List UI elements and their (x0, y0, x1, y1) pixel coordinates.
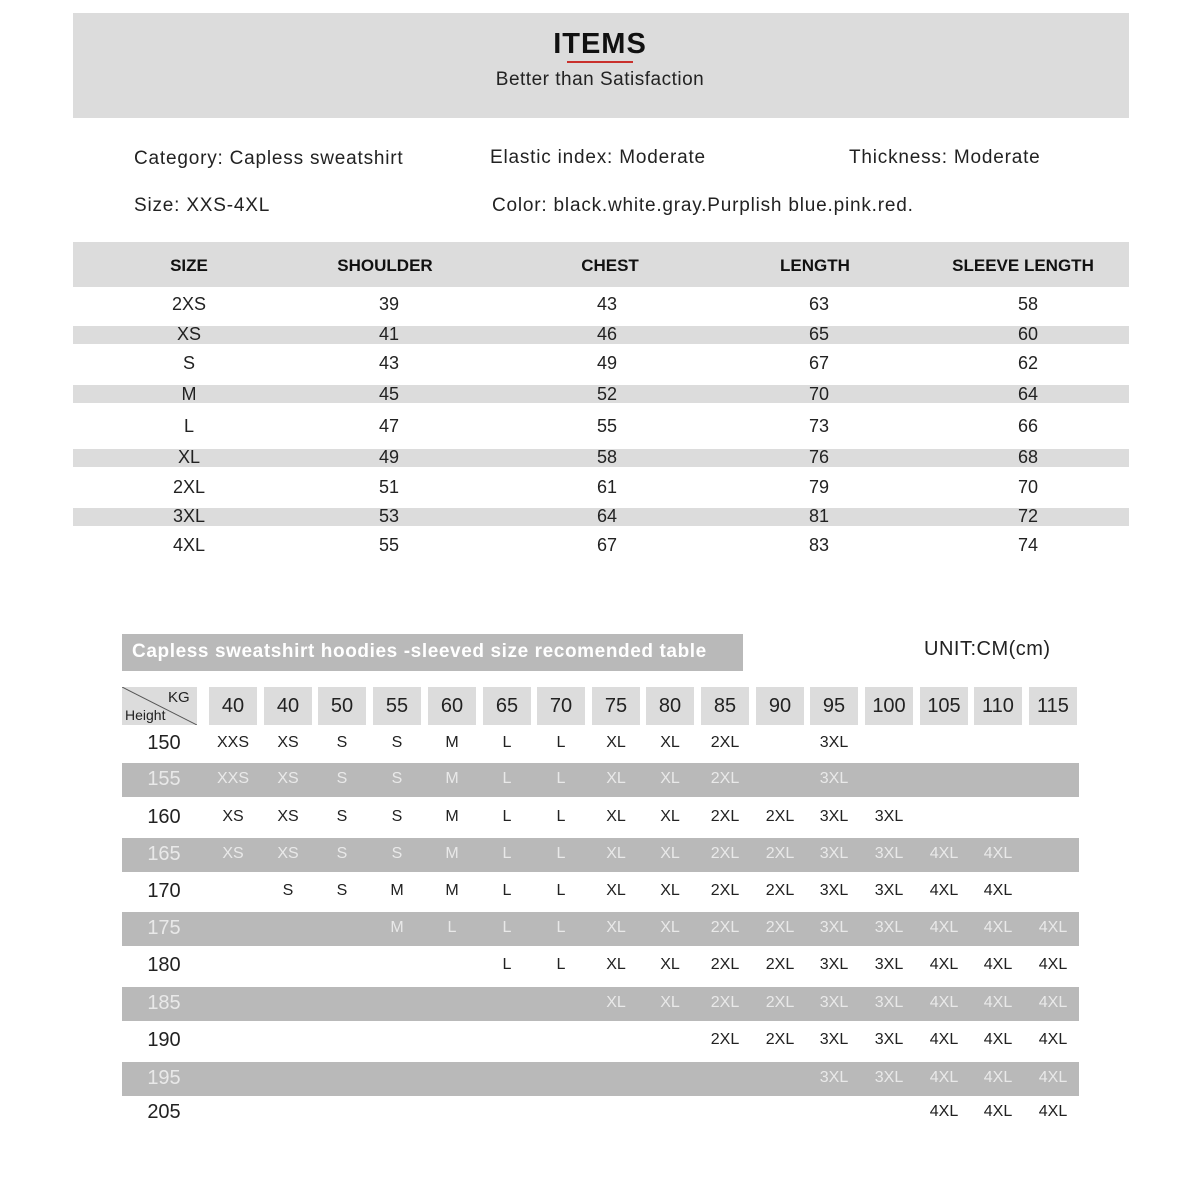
size-table-cell: 55 (378, 535, 400, 555)
size-recommendation-cell: XL (660, 994, 680, 1011)
size-recommendation-cell: XL (606, 994, 626, 1011)
size-recommendation-cell: 2XL (765, 808, 795, 825)
size-table-cell: 49 (596, 353, 618, 373)
size-table-cell: 55 (596, 416, 618, 436)
col-header-length: LENGTH (780, 256, 850, 275)
size-recommendation-cell: XL (660, 956, 680, 973)
size-table-cell: 66 (1017, 416, 1039, 436)
size-recommendation-cell: XL (606, 919, 626, 936)
size-recommendation-cell: XL (660, 734, 680, 751)
size-recommendation-cell: 3XL (874, 845, 904, 862)
height-label: 205 (147, 1101, 181, 1123)
size-recommendation-cell: S (391, 845, 403, 862)
size-table-cell: M (181, 384, 197, 404)
kg-header-cell: 40 (264, 687, 312, 725)
size-recommendation-cell: L (556, 845, 566, 862)
size-recommendation-cell: M (390, 882, 404, 899)
size-recommendation-cell: 3XL (819, 919, 849, 936)
size-recommendation-cell: 4XL (983, 1031, 1013, 1048)
corner-cell (122, 687, 197, 725)
size-recommendation-cell: 2XL (710, 882, 740, 899)
height-label: 165 (147, 843, 181, 865)
size-table-cell: 74 (1017, 535, 1039, 555)
page-title: ITEMS (553, 28, 647, 60)
size-recommendation-cell: 4XL (1038, 956, 1068, 973)
size-recommendation-cell: 2XL (710, 919, 740, 936)
size-recommendation-cell: XL (660, 845, 680, 862)
size-recommendation-cell: 3XL (874, 1069, 904, 1086)
size-recommendation-cell: L (556, 734, 566, 751)
size-recommendation-cell: XL (606, 734, 626, 751)
size-recommendation-cell: 2XL (710, 1031, 740, 1048)
height-label: 160 (147, 806, 181, 828)
kg-header-cell: 55 (373, 687, 421, 725)
size-table-cell: S (182, 353, 195, 373)
size-recommendation-cell: 4XL (1038, 919, 1068, 936)
size-recommendation-cell: 4XL (929, 956, 959, 973)
info-elastic: Elastic index: Moderate (490, 147, 706, 168)
size-recommendation-cell: S (336, 882, 348, 899)
col-header-chest: CHEST (581, 256, 639, 275)
size-recommendation-cell: 4XL (983, 956, 1013, 973)
info-thickness: Thickness: Moderate (849, 147, 1041, 168)
size-table-cell: 45 (378, 384, 400, 404)
size-recommendation-cell: L (502, 770, 512, 787)
size-table-cell: 43 (596, 294, 618, 314)
size-recommendation-cell: XL (606, 882, 626, 899)
size-table-cell: 65 (808, 324, 830, 344)
size-table-cell: 2XL (172, 477, 206, 497)
size-recommendation-cell: 3XL (874, 956, 904, 973)
size-recommendation-cell: 4XL (1038, 1069, 1068, 1086)
kg-header-cell: 40 (209, 687, 257, 725)
size-recommendation-cell: M (445, 808, 459, 825)
size-table-cell: 58 (1017, 294, 1039, 314)
size-recommendation-cell: 2XL (765, 1031, 795, 1048)
size-recommendation-cell: 4XL (929, 994, 959, 1011)
size-table-cell: XL (177, 447, 201, 467)
size-recommendation-cell: S (336, 734, 348, 751)
size-table-cell: 58 (596, 447, 618, 467)
size-recommendation-cell: XS (277, 734, 299, 751)
size-recommendation-cell: M (445, 734, 459, 751)
info-color: Color: black.white.gray.Purplish blue.pink.red. (492, 195, 914, 216)
size-recommendation-cell: XL (606, 770, 626, 787)
size-table-cell: 81 (808, 506, 830, 526)
size-table-cell: 53 (378, 506, 400, 526)
size-recommendation-cell: 3XL (874, 882, 904, 899)
size-recommendation-cell: S (336, 808, 348, 825)
title-underline (567, 61, 633, 63)
size-recommendation-cell: XL (660, 808, 680, 825)
size-recommendation-cell: XS (222, 808, 244, 825)
size-recommendation-cell: 2XL (765, 882, 795, 899)
size-recommendation-cell: L (502, 845, 512, 862)
size-recommendation-cell: L (556, 919, 566, 936)
size-recommendation-cell: 2XL (710, 808, 740, 825)
size-recommendation-cell: 4XL (983, 994, 1013, 1011)
size-recommendation-cell: 3XL (819, 994, 849, 1011)
size-recommendation-cell: L (556, 956, 566, 973)
size-recommendation-cell: XL (660, 770, 680, 787)
kg-header-cell: 100 (865, 687, 913, 725)
size-table-cell: 70 (808, 384, 830, 404)
size-table-cell: 52 (596, 384, 618, 404)
size-recommendation-cell: L (502, 734, 512, 751)
size-recommendation-cell: 3XL (819, 956, 849, 973)
kg-header-cell: 85 (701, 687, 749, 725)
size-recommendation-cell: 2XL (765, 994, 795, 1011)
size-recommendation-cell: L (556, 882, 566, 899)
size-recommendation-cell: XL (606, 845, 626, 862)
size-recommendation-cell: 3XL (874, 994, 904, 1011)
height-label: 150 (147, 732, 181, 754)
col-header-size: SIZE (170, 256, 208, 275)
size-table-cell: 70 (1017, 477, 1039, 497)
page-subtitle: Better than Satisfaction (495, 69, 705, 90)
height-label: 195 (147, 1067, 181, 1089)
size-recommendation-cell: XL (606, 956, 626, 973)
kg-header-cell: 75 (592, 687, 640, 725)
size-recommendation-cell: M (445, 845, 459, 862)
size-recommendation-cell: 4XL (929, 1069, 959, 1086)
kg-header-cell: 65 (483, 687, 531, 725)
size-recommendation-cell: 4XL (983, 845, 1013, 862)
size-recommendation-cell: S (391, 808, 403, 825)
kg-header-cell: 110 (974, 687, 1022, 725)
size-recommendation-cell: XS (277, 808, 299, 825)
size-table-cell: 64 (1017, 384, 1039, 404)
size-table-cell: L (183, 416, 194, 436)
size-recommendation-cell: L (447, 919, 457, 936)
size-recommendation-cell: S (336, 770, 348, 787)
size-table-cell: 60 (1017, 324, 1039, 344)
info-category: Category: Capless sweatshirt (134, 148, 404, 169)
size-recommendation-cell: S (336, 845, 348, 862)
corner-kg-label: KG (168, 689, 190, 706)
size-recommendation-cell: 2XL (765, 919, 795, 936)
size-table-cell: 46 (596, 324, 618, 344)
size-recommendation-cell: 4XL (929, 882, 959, 899)
size-recommendation-cell: 2XL (710, 770, 740, 787)
size-recommendation-cell: 3XL (819, 1069, 849, 1086)
size-recommendation-cell: 2XL (710, 994, 740, 1011)
size-recommendation-cell: L (556, 808, 566, 825)
size-table-cell: 79 (808, 477, 830, 497)
size-recommendation-cell: L (502, 956, 512, 973)
size-table-cell: 76 (808, 447, 830, 467)
size-recommendation-cell: 3XL (819, 1031, 849, 1048)
size-recommendation-cell: S (391, 734, 403, 751)
size-table-cell: 67 (596, 535, 618, 555)
size-recommendation-cell: M (445, 882, 459, 899)
size-recommendation-cell: 3XL (819, 882, 849, 899)
height-label: 155 (147, 768, 181, 790)
kg-header-cell: 80 (646, 687, 694, 725)
size-recommendation-cell: M (445, 770, 459, 787)
col-header-shoulder: SHOULDER (337, 256, 433, 275)
size-table-cell: 2XS (171, 294, 207, 314)
size-table-cell: 68 (1017, 447, 1039, 467)
size-table-cell: 73 (808, 416, 830, 436)
size-table-cell: 39 (378, 294, 400, 314)
info-size: Size: XXS-4XL (134, 195, 271, 216)
size-recommendation-cell: 3XL (874, 1031, 904, 1048)
size-recommendation-cell: 4XL (929, 845, 959, 862)
kg-header-cell: 95 (810, 687, 858, 725)
size-recommendation-cell: 4XL (983, 1103, 1013, 1120)
size-recommendation-cell: 2XL (765, 956, 795, 973)
size-recommendation-cell: 4XL (983, 882, 1013, 899)
size-table-cell: 4XL (172, 535, 206, 555)
size-recommendation-cell: 4XL (929, 1031, 959, 1048)
size-table-cell: 64 (596, 506, 618, 526)
kg-header-cell: 90 (756, 687, 804, 725)
size-recommendation-cell: 3XL (874, 808, 904, 825)
size-recommendation-cell: 3XL (819, 734, 849, 751)
size-table-cell: 43 (378, 353, 400, 373)
size-recommendation-cell: 3XL (819, 845, 849, 862)
size-recommendation-cell: L (502, 808, 512, 825)
size-table-cell: 41 (378, 324, 400, 344)
size-table-cell: 72 (1017, 506, 1039, 526)
size-recommendation-cell: 4XL (1038, 994, 1068, 1011)
size-recommendation-cell: 2XL (710, 734, 740, 751)
size-recommendation-cell: 4XL (1038, 1031, 1068, 1048)
size-recommendation-cell: 4XL (983, 1069, 1013, 1086)
size-recommendation-cell: 3XL (819, 770, 849, 787)
size-recommendation-cell: 4XL (929, 919, 959, 936)
col-header-sleeve-length: SLEEVE LENGTH (952, 256, 1094, 275)
height-label: 170 (147, 880, 181, 902)
size-recommendation-cell: S (391, 770, 403, 787)
size-recommendation-cell: 4XL (1038, 1103, 1068, 1120)
size-recommendation-cell: XL (660, 919, 680, 936)
height-label: 175 (147, 917, 181, 939)
size-recommendation-cell: 4XL (929, 1103, 959, 1120)
size-recommendation-cell: L (556, 770, 566, 787)
size-table-cell: 83 (808, 535, 830, 555)
size-recommendation-cell: XS (277, 770, 299, 787)
height-label: 185 (147, 992, 181, 1014)
kg-header-cell: 70 (537, 687, 585, 725)
size-recommendation-cell: L (502, 919, 512, 936)
size-table-cell: 3XL (172, 506, 206, 526)
size-recommendation-cell: M (390, 919, 404, 936)
size-recommendation-cell: XL (606, 808, 626, 825)
corner-height-label: Height (125, 707, 166, 723)
size-recommendation-cell: XL (660, 882, 680, 899)
size-recommendation-cell: XS (277, 845, 299, 862)
size-table-cell: 63 (808, 294, 830, 314)
size-recommendation-cell: 4XL (983, 919, 1013, 936)
size-recommendation-cell: XS (222, 845, 244, 862)
kg-header-cell: 50 (318, 687, 366, 725)
unit-label: UNIT:CM(cm) (924, 638, 1051, 660)
height-label: 180 (147, 954, 181, 976)
kg-header-cell: 60 (428, 687, 476, 725)
size-table-cell: 67 (808, 353, 830, 373)
height-label: 190 (147, 1029, 181, 1051)
size-table-cell: 47 (378, 416, 400, 436)
size-recommendation-cell: 3XL (819, 808, 849, 825)
size-recommendation-cell: 2XL (710, 845, 740, 862)
size-recommendation-cell: 3XL (874, 919, 904, 936)
kg-header-cell: 115 (1029, 687, 1077, 725)
size-recommendation-cell: 2XL (710, 956, 740, 973)
recommend-title: Capless sweatshirt hoodies -sleeved size recomended table (132, 641, 707, 662)
size-recommendation-cell: S (282, 882, 294, 899)
size-table-cell: XS (176, 324, 201, 344)
size-recommendation-cell: 2XL (765, 845, 795, 862)
size-table-cell: 61 (596, 477, 618, 497)
size-recommendation-cell: XXS (216, 734, 249, 751)
size-table-cell: 51 (378, 477, 400, 497)
size-table-cell: 49 (378, 447, 400, 467)
size-recommendation-cell: XXS (216, 770, 249, 787)
size-recommendation-cell: L (502, 882, 512, 899)
kg-header-cell: 105 (920, 687, 968, 725)
size-table-cell: 62 (1017, 353, 1039, 373)
